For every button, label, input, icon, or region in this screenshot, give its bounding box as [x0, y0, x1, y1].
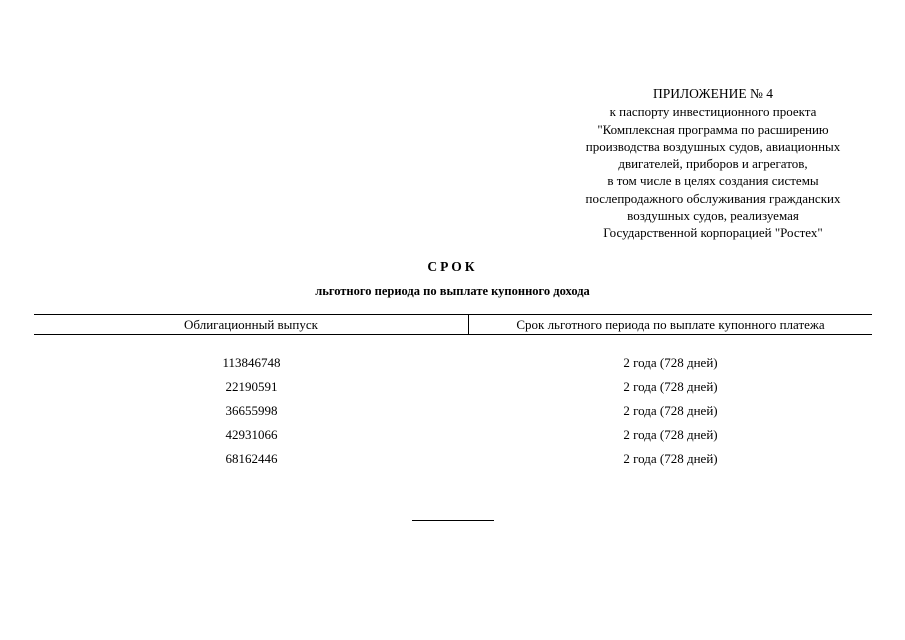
appendix-block	[560, 85, 866, 242]
table-row	[34, 423, 872, 447]
table-row	[34, 375, 872, 399]
bond-issue-cell: 42931066	[225, 427, 278, 442]
document-subtitle: льготного периода по выплате купонного дохода	[315, 284, 590, 298]
bond-issue-cell: 113846748	[222, 355, 281, 370]
header-grace-period: Срок льготного периода по выплате купонного платежа	[516, 317, 825, 332]
end-divider	[412, 520, 494, 521]
table-header	[34, 314, 872, 335]
table-row	[34, 447, 872, 471]
grace-period-cell: 2 года (728 дней)	[623, 451, 718, 466]
appendix-line: к паспорту инвестиционного проекта	[609, 104, 817, 120]
grace-period-cell: 2 года (728 дней)	[623, 355, 718, 370]
table-body	[34, 335, 872, 471]
bond-issue-cell: 22190591	[225, 379, 278, 394]
appendix-heading: ПРИЛОЖЕНИЕ № 4	[652, 86, 774, 101]
appendix-line: "Комплексная программа по расширению	[597, 121, 829, 137]
table-row	[34, 399, 872, 423]
grace-period-table	[34, 314, 872, 471]
bond-issue-cell: 36655998	[225, 403, 278, 418]
grace-period-cell: 2 года (728 дней)	[623, 427, 718, 442]
header-bond-issue: Облигационный выпуск	[34, 315, 469, 334]
appendix-line: в том числе в целях создания системы	[607, 173, 819, 189]
appendix-line: производства воздушных судов, авиационных	[585, 138, 841, 154]
appendix-line: воздушных судов, реализуемая	[627, 208, 799, 224]
appendix-line: послепродажного обслуживания гражданских	[585, 190, 841, 206]
document-title: СРОК	[427, 259, 478, 274]
table-row	[34, 351, 872, 375]
grace-period-cell: 2 года (728 дней)	[623, 403, 718, 418]
bond-issue-cell: 68162446	[225, 451, 278, 466]
grace-period-cell: 2 года (728 дней)	[623, 379, 718, 394]
appendix-line: Государственной корпорацией "Ростех"	[603, 225, 823, 241]
appendix-line: двигателей, приборов и агрегатов,	[618, 156, 808, 172]
